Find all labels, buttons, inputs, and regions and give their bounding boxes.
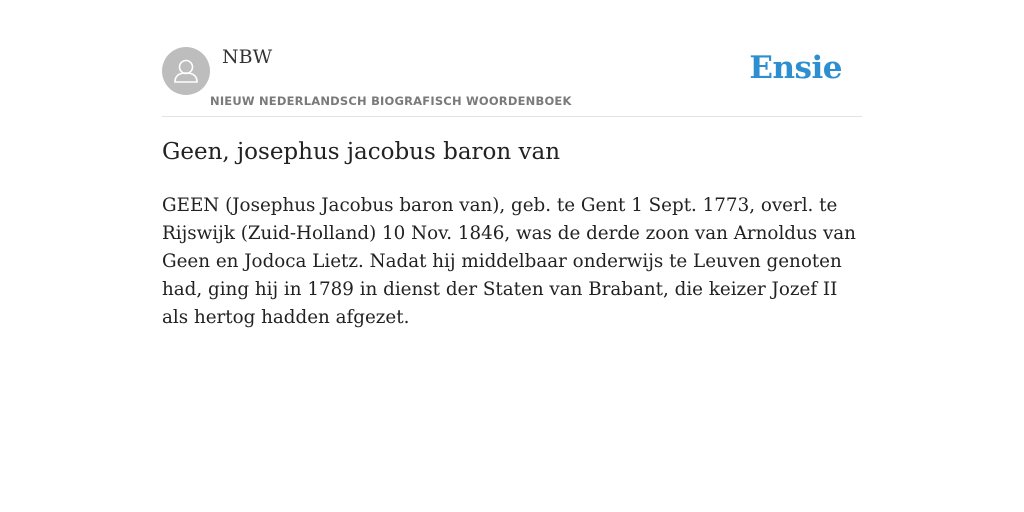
source-abbreviation[interactable]: NBW — [222, 46, 273, 68]
article-title: Geen, josephus jacobus baron van — [162, 139, 561, 165]
source-header — [162, 46, 862, 117]
source-full-name[interactable]: NIEUW NEDERLANDSCH BIOGRAFISCH WOORDENBOEK — [210, 94, 572, 108]
user-icon[interactable] — [162, 47, 210, 95]
article-body: GEEN (Josephus Jacobus baron van), geb. te Gent 1 Sept. 1773, overl. te Rijswijk (Zuid-Holland) 10 Nov. 1846, was de derde zoon van Arnoldus van Geen en Jodoca Lietz. Nadat hij middelbaar onderwijs te Leuven genoten had, ging hij in 1789 in dienst der Staten van Brabant, die keizer Jozef II als hertog hadden afgezet. — [162, 195, 856, 328]
ensie-logo[interactable]: Ensie — [749, 50, 842, 86]
